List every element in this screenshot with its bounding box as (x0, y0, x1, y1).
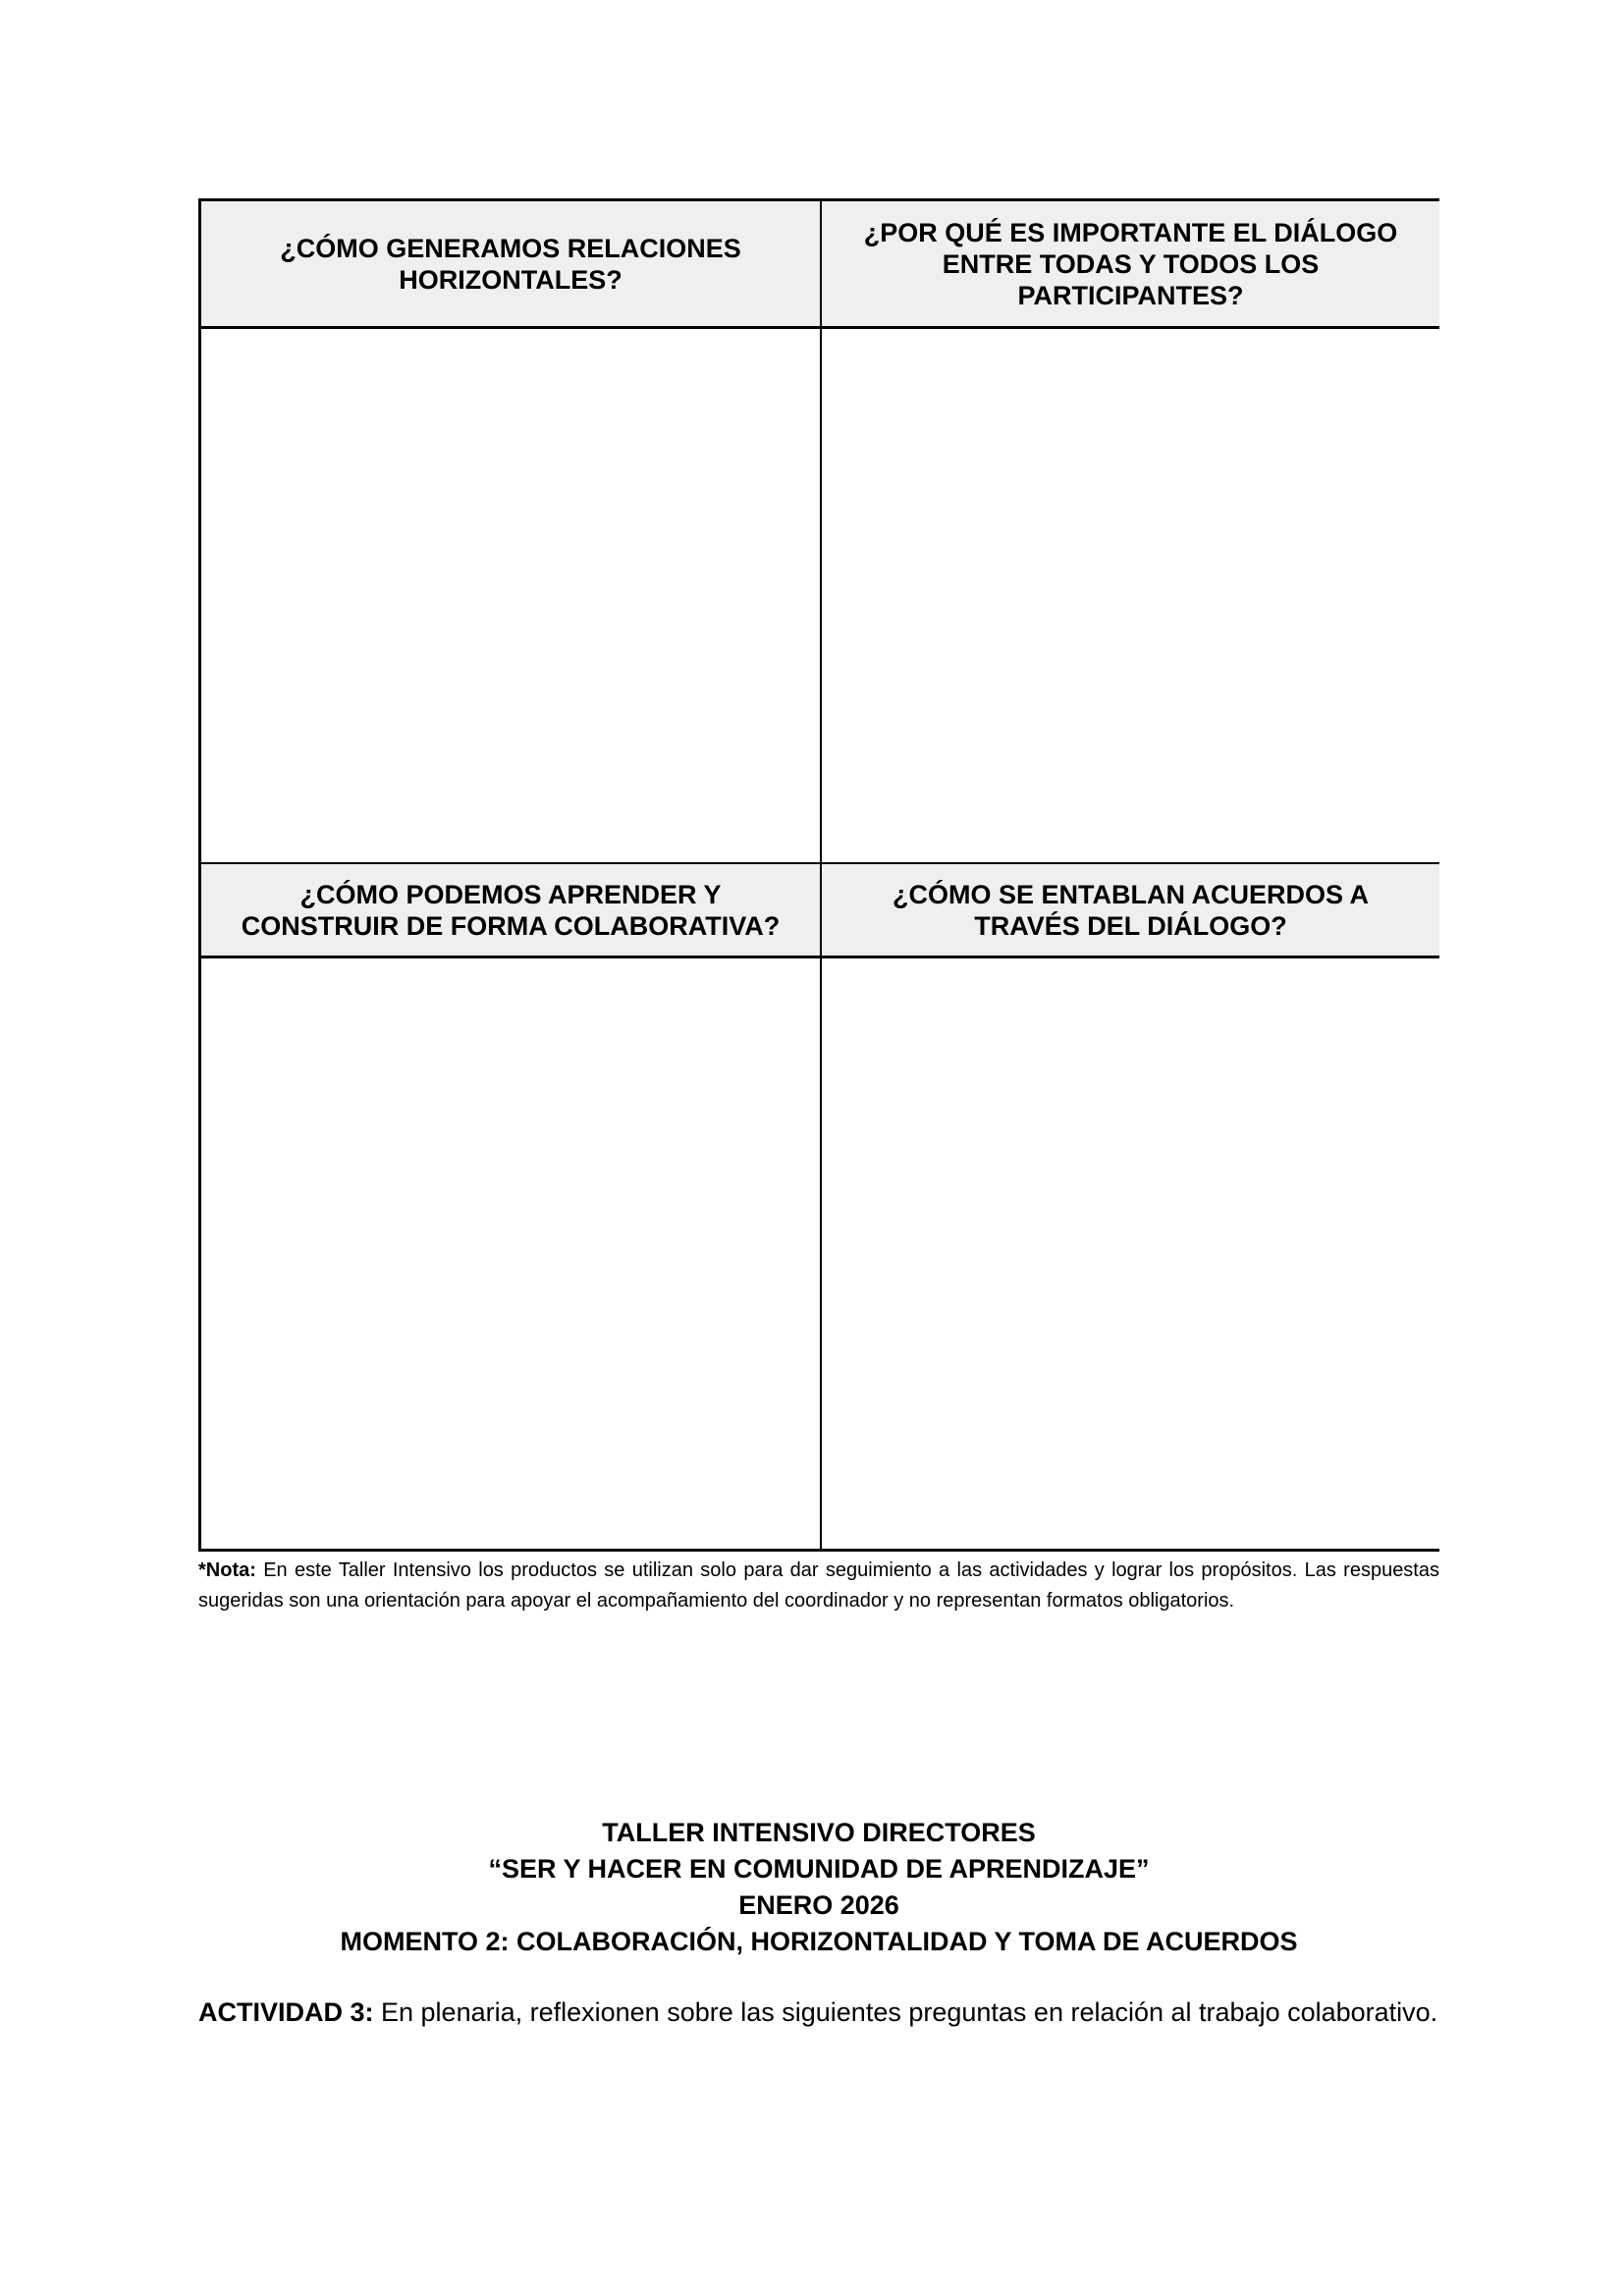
column-divider (820, 201, 822, 1549)
answer-area-collaborative-learning[interactable] (201, 958, 820, 1549)
row-divider (201, 862, 1436, 864)
question-text: ¿POR QUÉ ES IMPORTANTE EL DIÁLOGO ENTRE TODAS Y TODOS LOS PARTICIPANTES? (863, 217, 1398, 310)
row-divider (201, 956, 1436, 958)
answer-area-horizontal-relations[interactable] (201, 329, 820, 862)
note-paragraph (198, 1556, 1439, 1616)
note-label: *Nota: (198, 1559, 256, 1581)
activity-text: En plenaria, reflexionen sobre las siguientes preguntas en relación al trabajo colaborativo. (373, 1997, 1438, 2027)
activity-paragraph (198, 1994, 1439, 2031)
workshop-title: TALLER INTENSIVO DIRECTORES (602, 1818, 1036, 1847)
question-header-agreements (822, 864, 1439, 956)
note-text: En este Taller Intensivo los productos se utilizan solo para dar seguimiento a las actividades y lograr los propósitos. Las respuestas sugeridas son una orientación para apoyar el acompañamiento del coordinador y no representan formatos obligatorios. (198, 1559, 1439, 1612)
workshop-subtitle: “SER Y HACER EN COMUNIDAD DE APRENDIZAJE” (488, 1854, 1150, 1884)
activity-label: ACTIVIDAD 3: (198, 1997, 374, 2027)
answer-area-dialogue-importance[interactable] (822, 329, 1439, 862)
workshop-header (198, 1815, 1439, 1960)
question-grid (198, 198, 1439, 1552)
answer-area-agreements[interactable] (822, 958, 1439, 1549)
question-text: ¿CÓMO PODEMOS APRENDER Y CONSTRUIR DE FORMA COLABORATIVA? (241, 879, 781, 941)
workshop-moment: MOMENTO 2: COLABORACIÓN, HORIZONTALIDAD Y TOMA DE ACUERDOS (340, 1927, 1298, 1956)
question-text: ¿CÓMO SE ENTABLAN ACUERDOS A TRAVÉS DEL DIÁLOGO? (893, 879, 1369, 941)
question-text: ¿CÓMO GENERAMOS RELACIONES HORIZONTALES? (280, 233, 741, 295)
question-header-collaborative-learning (201, 864, 820, 956)
row-divider (201, 326, 1436, 329)
workshop-date: ENERO 2026 (738, 1890, 899, 1920)
question-header-horizontal-relations (201, 201, 820, 326)
question-header-dialogue-importance (822, 201, 1439, 326)
